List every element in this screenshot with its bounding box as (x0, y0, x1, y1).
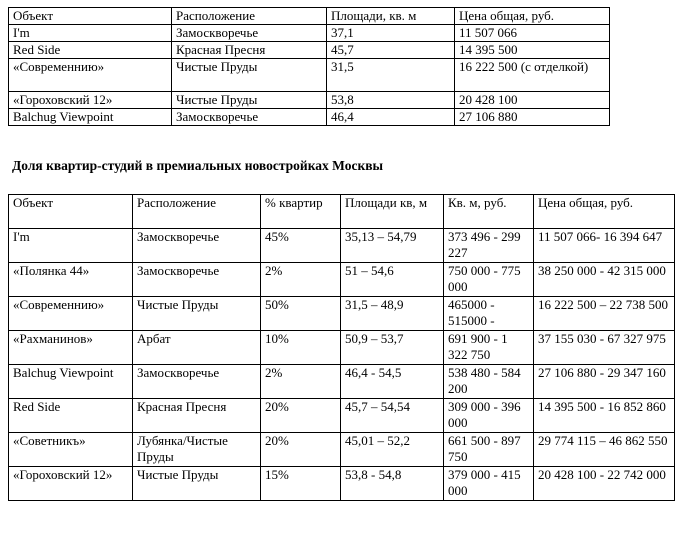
header-cell: Объект (9, 195, 133, 229)
header-cell: Объект (9, 8, 172, 25)
table-cell: 309 000 - 396 000 (444, 399, 534, 433)
header-cell: Площади, кв. м (327, 8, 455, 25)
table-cell: 15% (261, 467, 341, 501)
table-cell: Чистые Пруды (172, 59, 327, 92)
table-cell: 538 480 - 584 200 (444, 365, 534, 399)
table-row (9, 59, 610, 92)
table-cell: 20% (261, 433, 341, 467)
table-cell: 465000 - 515000 - (444, 297, 534, 331)
table-cell: 373 496 - 299 227 (444, 229, 534, 263)
table-cell: Красная Пресня (172, 42, 327, 59)
table-row (9, 25, 610, 42)
table-cell: Замоскворечье (172, 109, 327, 126)
table-cell: 2% (261, 263, 341, 297)
table-cell: 27 106 880 (455, 109, 610, 126)
header-cell: Кв. м, руб. (444, 195, 534, 229)
table-cell: 661 500 - 897 750 (444, 433, 534, 467)
header-cell: Расположение (133, 195, 261, 229)
table-cell: 16 222 500 (с отделкой) (455, 59, 610, 92)
table-cell: 53,8 (327, 92, 455, 109)
table-cell: 50% (261, 297, 341, 331)
table-row (9, 42, 610, 59)
table-cell: 45% (261, 229, 341, 263)
table-cell: «Гороховский 12» (9, 92, 172, 109)
table-cell: 14 395 500 (455, 42, 610, 59)
table-cell: 10% (261, 331, 341, 365)
table-row (9, 331, 675, 365)
table-cell: I'm (9, 25, 172, 42)
table-cell: «Современнию» (9, 297, 133, 331)
top-table (8, 7, 610, 126)
table-cell: Красная Пресня (133, 399, 261, 433)
table-cell: «Советникъ» (9, 433, 133, 467)
table-cell: 53,8 - 54,8 (341, 467, 444, 501)
header-cell: Расположение (172, 8, 327, 25)
table-cell: «Современнию» (9, 59, 172, 92)
table-cell: Замоскворечье (133, 263, 261, 297)
table-cell: 45,01 – 52,2 (341, 433, 444, 467)
table-cell: 2% (261, 365, 341, 399)
table-row (9, 263, 675, 297)
table-cell: 379 000 - 415 000 (444, 467, 534, 501)
section-heading: Доля квартир-студий в премиальных новостройках Москвы (12, 158, 384, 173)
table-cell: 20 428 100 (455, 92, 610, 109)
table-row (9, 365, 675, 399)
table-cell: Чистые Пруды (133, 297, 261, 331)
table-cell: Red Side (9, 42, 172, 59)
table-cell: 46,4 - 54,5 (341, 365, 444, 399)
table-cell: 38 250 000 - 42 315 000 (534, 263, 675, 297)
table-cell: Чистые Пруды (133, 467, 261, 501)
table-cell: 750 000 - 775 000 (444, 263, 534, 297)
table-header-row (9, 8, 610, 25)
table-cell: 37 155 030 - 67 327 975 (534, 331, 675, 365)
table-cell: 14 395 500 - 16 852 860 (534, 399, 675, 433)
table-cell: Замоскворечье (133, 365, 261, 399)
table-row (9, 433, 675, 467)
table-cell: «Гороховский 12» (9, 467, 133, 501)
table-cell: 35,13 – 54,79 (341, 229, 444, 263)
table-row (9, 229, 675, 263)
table-cell: 46,4 (327, 109, 455, 126)
header-cell: % квартир (261, 195, 341, 229)
table-cell: Red Side (9, 399, 133, 433)
table-cell: 45,7 – 54,54 (341, 399, 444, 433)
table-cell: 11 507 066 (455, 25, 610, 42)
table-cell: 16 222 500 – 22 738 500 (534, 297, 675, 331)
table-cell: Чистые Пруды (172, 92, 327, 109)
table-cell: 20 428 100 - 22 742 000 (534, 467, 675, 501)
table-cell: 691 900 - 1 322 750 (444, 331, 534, 365)
table-cell: I'm (9, 229, 133, 263)
table-cell: 37,1 (327, 25, 455, 42)
table-row (9, 297, 675, 331)
header-cell: Площади кв, м (341, 195, 444, 229)
table-cell: Замоскворечье (133, 229, 261, 263)
table-cell: 31,5 – 48,9 (341, 297, 444, 331)
table-cell: 50,9 – 53,7 (341, 331, 444, 365)
table-cell: Замоскворечье (172, 25, 327, 42)
table-cell: Balchug Viewpoint (9, 109, 172, 126)
header-cell: Цена общая, руб. (534, 195, 675, 229)
table-cell: 45,7 (327, 42, 455, 59)
table-header-row (9, 195, 675, 229)
table-cell: Balchug Viewpoint (9, 365, 133, 399)
header-cell: Цена общая, руб. (455, 8, 610, 25)
table-row (9, 92, 610, 109)
studios-table (8, 194, 675, 501)
table-cell: «Рахманинов» (9, 331, 133, 365)
table-cell: 27 106 880 - 29 347 160 (534, 365, 675, 399)
table-row (9, 399, 675, 433)
table-row (9, 467, 675, 501)
table-cell: 20% (261, 399, 341, 433)
table-cell: 31,5 (327, 59, 455, 92)
table-cell: 51 – 54,6 (341, 263, 444, 297)
table-cell: Арбат (133, 331, 261, 365)
table-cell: 29 774 115 – 46 862 550 (534, 433, 675, 467)
table-cell: 11 507 066- 16 394 647 (534, 229, 675, 263)
table-cell: «Полянка 44» (9, 263, 133, 297)
table-row (9, 109, 610, 126)
table-cell: Лубянка/Чистые Пруды (133, 433, 261, 467)
